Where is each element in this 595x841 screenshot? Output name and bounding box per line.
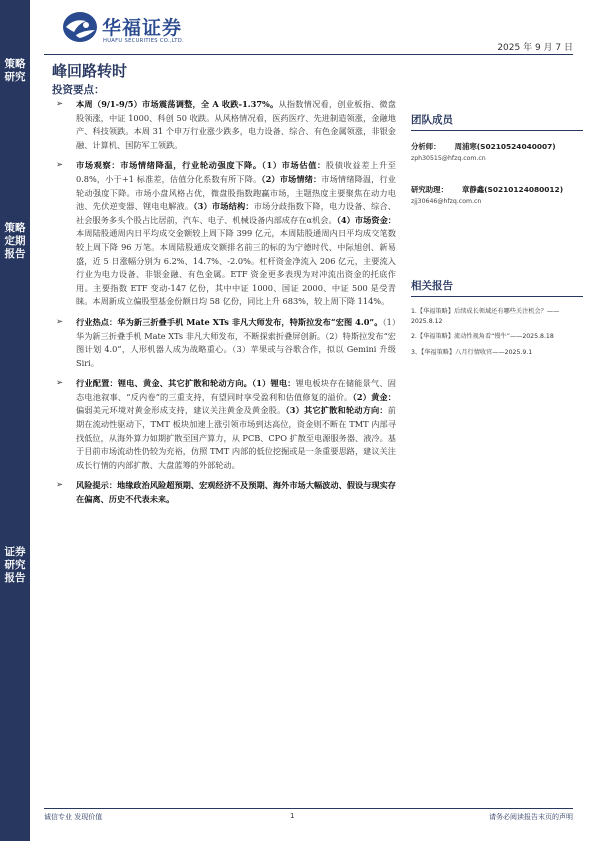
key-point-text: （1）华为新三折叠手机 Mate XTs 非凡大师发布，不断探索折叠屏创新。（2）特斯拉发布“宏图计划 4.0”，人形机器人成为战略重心。（3）苹果或与谷歌合作，拟以 Gemini 升级 Siri。 (76, 316, 396, 368)
logo-mark-icon (62, 10, 98, 44)
footer-divider (44, 808, 573, 809)
logo-name-cn: 华福证券 (102, 17, 183, 39)
team-member (411, 141, 583, 162)
related-report-link[interactable]: 3、【华福策略】八月行情收官——2025.9.1 (411, 348, 533, 356)
right-column (411, 112, 583, 363)
key-point-bold: 风险提示：地缘政治风险超预期、宏观经济不及预期、海外市场大幅波动、假设与现实存在偏离、历史不代表未来。 (76, 480, 396, 505)
key-point-bold: 市场观察：市场情绪降温，行业轮动强度下降。（1）市场估值： (76, 160, 326, 171)
report-date: 2025 年 9 月 7 日 (497, 43, 573, 53)
key-point-text: 锂电板块存在储能景气、固态电池叙事、“反内卷”的三重支持，有望同时享受盈利和估值修复的溢价。 (76, 378, 396, 402)
related-report-link[interactable]: 2.【华福策略】流动性视角看“慢牛”——2025.8.18 (411, 333, 554, 340)
key-point-bold: （2）市场情绪： (261, 173, 322, 184)
related-heading: 相关报告 (411, 278, 583, 297)
key-point-industry-allocation (52, 377, 396, 472)
bullet-arrow-icon: ➢ (56, 99, 64, 109)
report-title: 峰回路转时 (52, 62, 128, 80)
team-heading: 团队成员 (411, 112, 583, 131)
footer-slogan: 诚信专业 发现价值 (44, 813, 103, 821)
sidebar-label-securities-research: 证券研究报告 (4, 546, 26, 584)
key-point-text: 市场情绪降温，行业轮动强度下降。市场小盘风格占优，微盘股指数跑赢市场，主题热度主要聚焦在动力电池、先伏逆变器、锂电电解液。 (76, 173, 396, 212)
footer-disclaimer: 请务必阅读报告末页的声明 (489, 813, 573, 821)
key-point-text: 本周陆股通周内日平均成交金额较上周下降 399 亿元，本周陆股通周内日平均成交笔数较上周下降 96 万笔。本周陆股通成交额排名前三的标的为宁德时代、中际旭创、新易盛，近 5 日涨幅分别为 6.2%、14.7%、-2.0%。杠杆资金净流入 206 亿元，主要流入行业为电力设备、非银金融、有色金属。ETF 资金更多表现为对冲流出资金的托底作用。主要指数 ETF 变动-147 亿份，其中中证 1000、国证 2000、中证 500 是受青睐。本周新成立偏股型基金份额日均 58 亿份，同比上升 683%，较上周下降 114%。 (76, 228, 396, 307)
header-divider (44, 54, 573, 55)
left-sidebar (0, 0, 30, 841)
key-point-text: 前期在流动性驱动下，TMT 板块加速上涨引领市场到达高位，资金则不断在 TMT 内部寻找低位，从海外算力如期扩散至国产算力，从 PCB、CPO 扩散至电源服务器、液冷。基于目前市场流动性仍较为充裕，仿照 TMT 内部的低位挖掘或是一条重要思路，建议关注成长行情的内部扩散、大盘蓝筹的外部轮动。 (76, 405, 396, 470)
member-role: 分析师： (411, 142, 441, 151)
team-section (411, 112, 583, 278)
key-point-text: 股债收益差上升至 0.8%，小于+1 标准差，估值分化系数有所下降。 (76, 160, 396, 184)
member-name: 章静鑫(S0210124080012) (461, 185, 564, 194)
related-list (411, 307, 583, 357)
key-points-body (52, 98, 396, 514)
key-points-heading: 投资要点： (52, 84, 105, 96)
team-member (411, 184, 583, 205)
member-line (411, 141, 583, 152)
key-point-text: 从指数情况看，创业板指、微盘股领涨，中证 1000、科创 50 收跌。从风格情况看，医药医疗、先进制造领涨，金融地产、科技领跌。本周 31 个申万行业涨少跌多，电力设备、综合、有色金属领涨，非银金融、计算机、国防军工领跌。 (76, 99, 396, 150)
key-point-bold: 行业配置：锂电、黄金、其它扩散和轮动方向。（1）锂电： (76, 378, 296, 389)
bullet-arrow-icon: ➢ (56, 378, 64, 389)
sidebar-label-strategy-periodic: 策略定期报告 (4, 222, 26, 260)
member-line (411, 184, 583, 195)
page-number: 1 (290, 812, 295, 820)
key-point-market-observation (52, 159, 396, 309)
related-report-link[interactable]: 1.【华福策略】后续成长领域还有哪些关注机会？——2025.8.12 (411, 308, 560, 325)
bullet-arrow-icon: ➢ (56, 160, 64, 171)
member-email[interactable]: zjj30646@hfzq.com.cn (411, 198, 482, 205)
key-point-bold: （4）市场资金： (336, 214, 396, 225)
related-reports-section (411, 278, 583, 357)
key-point-bold: （3）市场结构： (193, 201, 254, 212)
key-point-bold: 行业热点：华为新三折叠手机 Mate XTs 非凡大师发布，特斯拉发布“宏图 4.0”。 (76, 316, 383, 327)
member-email[interactable]: zph30515@hfzq.com.cn (411, 155, 486, 162)
member-role: 研究助理： (411, 185, 448, 194)
key-point-risk-warning (52, 479, 396, 506)
sidebar-label-strategy-research: 策略研究 (4, 58, 26, 83)
member-name: 周浦寒(S0210524040007) (454, 142, 556, 151)
company-logo (62, 8, 222, 50)
key-point-text: 偏弱美元环境对黄金形成支持，建议关注黄金及黄金股。 (76, 405, 286, 416)
bullet-arrow-icon: ➢ (56, 480, 64, 491)
key-point-text: 市场分歧指数下降，电力设备、综合、社会服务多头个股占比居前，汽车、电子、机械设备内部成存在α机会。 (76, 201, 396, 225)
key-point-industry-hotspot (52, 316, 396, 370)
key-point-market-summary (52, 98, 396, 152)
bullet-arrow-icon: ➢ (56, 316, 64, 327)
key-point-bold: （3）其它扩散和轮动方向： (285, 405, 388, 416)
key-point-bold: （2）黄金： (352, 391, 396, 402)
logo-name-en: HUAFU SECURITIES CO.,LTD. (103, 38, 184, 44)
key-point-bold: 本周（9/1-9/5）市场震荡调整，全 A 收跌-1.37%。 (76, 99, 279, 109)
